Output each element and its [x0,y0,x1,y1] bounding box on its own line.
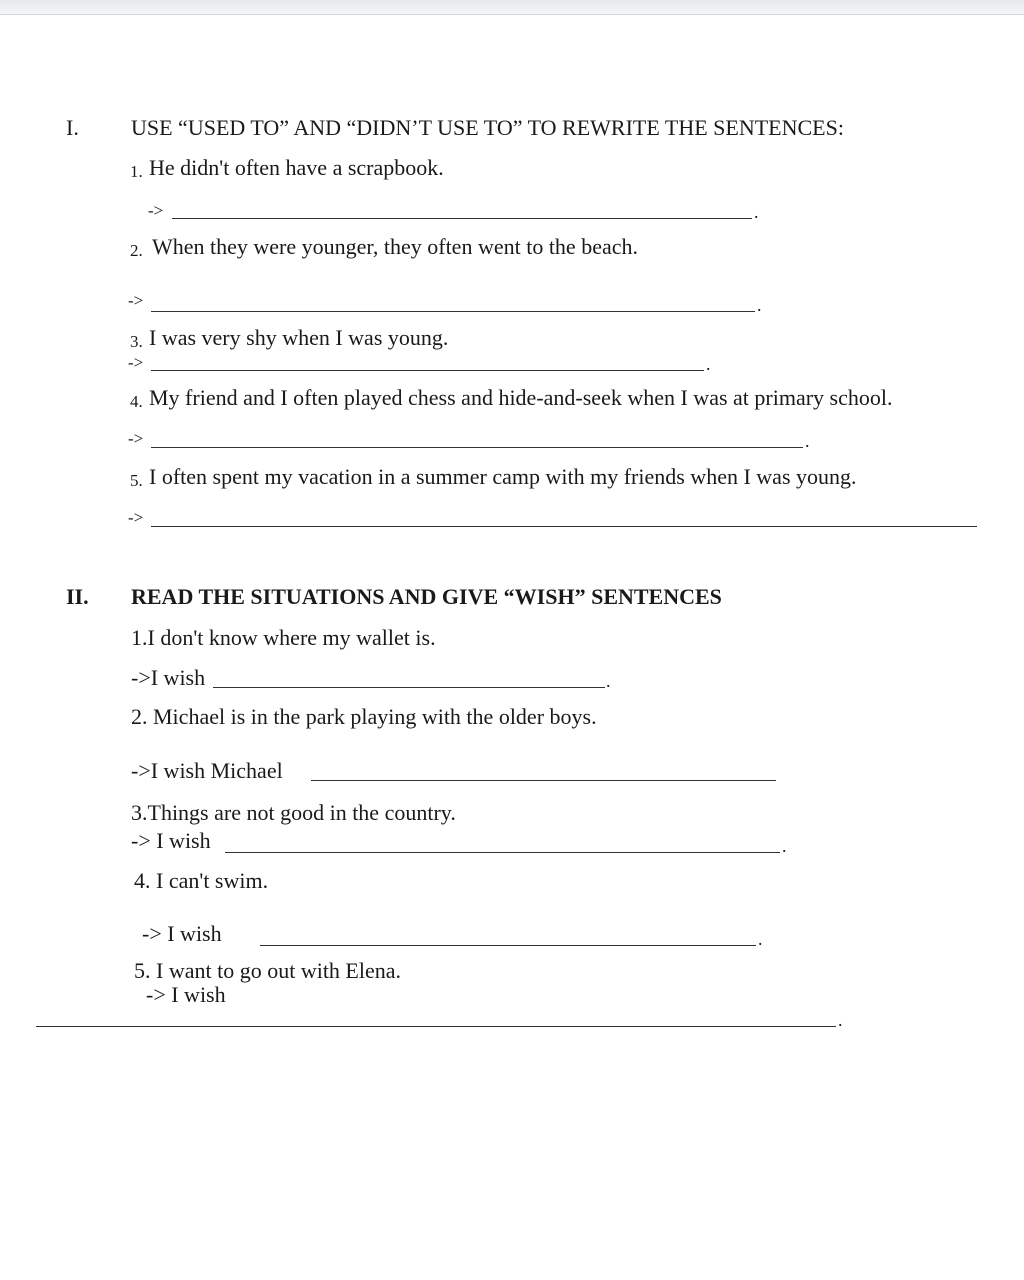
s2-item-1-answer-line[interactable] [213,687,605,688]
s2-item-4-text: 4. I can't swim. [134,868,269,893]
s2-item-1-prompt: ->I wish [131,665,206,690]
section-1-title: USE “USED TO” AND “DIDN’T USE TO” TO REWRITE THE SENTENCES: [131,115,844,140]
s1-item-5-answer-line[interactable] [151,526,977,527]
s1-item-2-text: When they were younger, they often went to the beach. [152,234,638,259]
s2-item-1-period: . [606,671,611,691]
s1-item-4-text: My friend and I often played chess and hide-and-seek when I was at primary school. [149,385,893,410]
viewer-top-bar [0,0,1024,15]
s1-item-4-arrow: -> [128,429,144,448]
s2-item-4-prompt: -> I wish [142,921,222,946]
s1-item-4-answer-line[interactable] [151,447,803,448]
s2-item-2-text: 2. Michael is in the park playing with the older boys. [131,704,597,729]
s2-item-4-answer-line[interactable] [260,945,756,946]
s1-item-5-number: 5. [130,471,143,490]
s1-item-4-period: . [805,431,810,451]
s1-item-1-answer-line[interactable] [172,218,752,219]
s1-item-3-answer-line[interactable] [151,370,704,371]
s2-item-5-prompt: -> I wish [146,982,226,1007]
s1-item-1-arrow: -> [148,201,164,220]
s1-item-5-text: I often spent my vacation in a summer camp with my friends when I was young. [149,464,857,489]
s1-item-4-number: 4. [130,392,143,411]
section-2-title: READ THE SITUATIONS AND GIVE “WISH” SENTENCES [131,584,722,609]
s1-item-2-arrow: -> [128,291,144,310]
s2-item-2-prompt: ->I wish Michael [131,758,283,783]
s1-item-2-answer-line[interactable] [151,311,755,312]
section-2-numeral: II. [66,584,89,609]
s2-item-3-period: . [782,836,787,856]
s1-item-1-period: . [754,202,759,222]
s1-item-3-text: I was very shy when I was young. [149,325,449,350]
s1-item-5-arrow: -> [128,508,144,527]
s2-item-2-answer-line[interactable] [311,780,776,781]
s1-item-2-number: 2. [130,241,143,260]
s2-item-3-answer-line[interactable] [225,852,780,853]
s2-item-3-prompt: -> I wish [131,828,211,853]
s2-item-4-period: . [758,929,763,949]
section-1-numeral: I. [66,115,79,140]
s2-item-5-answer-line[interactable] [36,1026,836,1027]
s1-item-1-text: He didn't often have a scrapbook. [149,155,444,180]
s2-item-5-text: 5. I want to go out with Elena. [134,958,402,983]
s1-item-1-number: 1. [130,162,143,181]
s2-item-5-period: . [838,1010,843,1030]
s1-item-3-number: 3. [130,332,143,351]
s1-item-2-period: . [757,295,762,315]
s1-item-3-arrow: -> [128,353,144,372]
s2-item-1-text: 1.I don't know where my wallet is. [131,625,436,650]
s2-item-3-text: 3.Things are not good in the country. [131,800,456,825]
s1-item-3-period: . [706,354,711,374]
